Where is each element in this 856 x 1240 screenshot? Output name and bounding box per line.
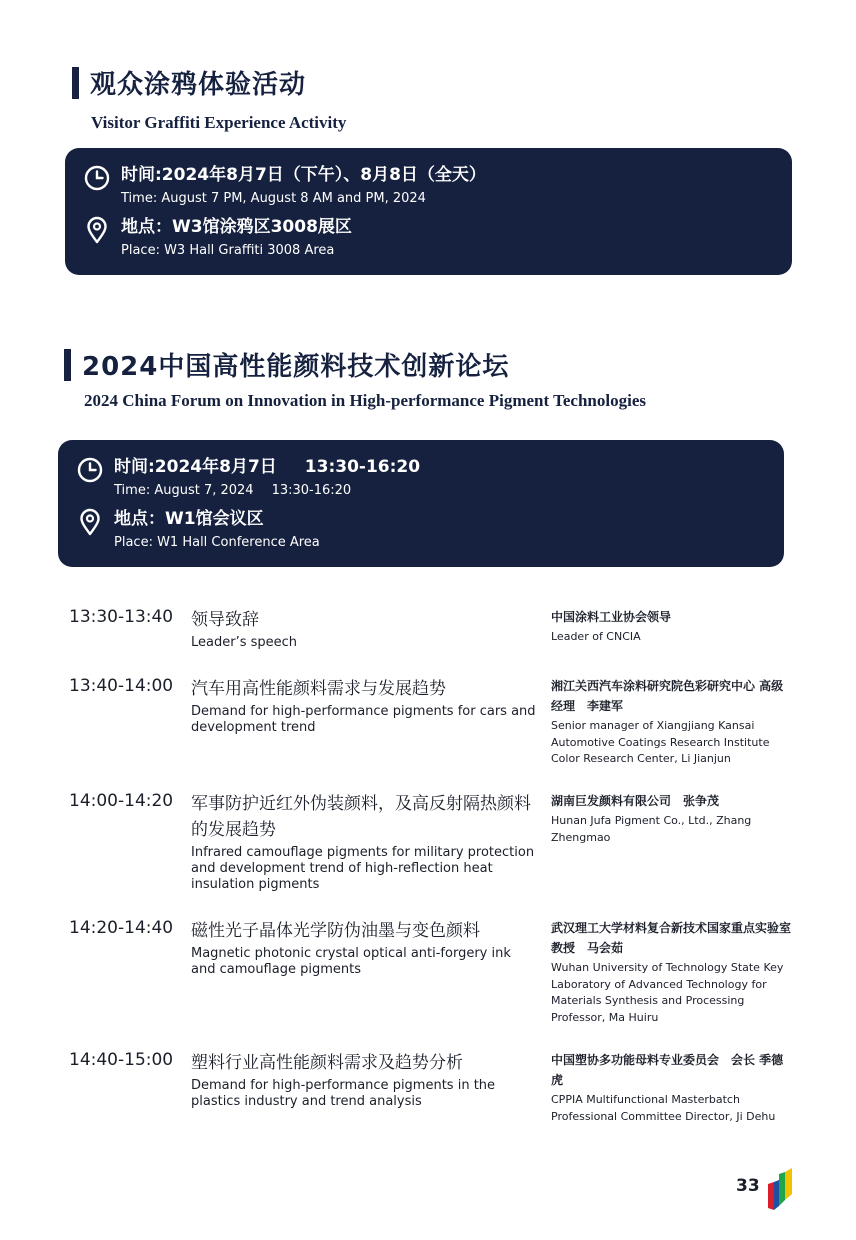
section1-heading <box>72 64 306 101</box>
schedule-topic-en: Demand for high-performance pigments in the plastics industry and trend analysis <box>191 1078 496 1109</box>
section2-place-row <box>76 508 320 552</box>
section2-time-cn-date: 时间:2024年8月7日 <box>114 457 277 477</box>
section2-time-cn-hours: 13:30-16:20 <box>304 457 421 477</box>
schedule-topic-en: Leader’s speech <box>191 635 298 650</box>
schedule-topic-cn: 汽车用高性能颜料需求与发展趋势 <box>191 679 446 699</box>
section2-place-en: Place: W1 Hall Conference Area <box>114 535 320 550</box>
schedule-speaker <box>551 791 791 846</box>
schedule-speaker-cn: 武汉理工大学材料复合新技术国家重点实验室 教授 马会茹 <box>551 921 804 955</box>
schedule-topic-en: Demand for high-performance pigments for cars and development trend <box>191 704 536 735</box>
section2-time-cn <box>114 456 420 478</box>
logo-icon <box>766 1166 794 1212</box>
section1-place-en: Place: W3 Hall Graffiti 3008 Area <box>121 243 335 258</box>
schedule-topic-cn: 塑料行业高性能颜料需求及趋势分析 <box>191 1053 463 1073</box>
schedule-topic-cn: 磁性光子晶体光学防伪油墨与变色颜料 <box>191 921 480 941</box>
schedule-topic-cn: 军事防护近红外伪装颜料，及高反射隔热颜料的发展趋势 <box>191 794 531 840</box>
schedule-time: 13:30-13:40 <box>69 607 174 627</box>
schedule-time: 14:40-15:00 <box>69 1050 174 1070</box>
location-pin-icon <box>76 508 104 536</box>
schedule-time: 14:00-14:20 <box>69 791 174 811</box>
schedule-speaker <box>551 1050 791 1125</box>
schedule-topic <box>191 676 536 736</box>
section1-title-en: Visitor Graffiti Experience Activity <box>91 113 347 132</box>
schedule-speaker <box>551 607 791 646</box>
schedule-speaker <box>551 676 791 768</box>
section2-time-en-hours: 13:30-16:20 <box>271 483 352 498</box>
schedule-topic-en: Infrared camouflage pigments for military protection and development trend of high-reflection heat insulation pigments <box>191 845 535 892</box>
section2-time-en-date: Time: August 7, 2024 <box>114 483 254 498</box>
section2-time-row <box>76 456 420 500</box>
schedule-speaker-en: Senior manager of Xiangjiang Kansai Automotive Coatings Research Institute Color Research Center, Li Jianjun <box>551 719 770 765</box>
schedule-topic <box>191 918 536 978</box>
section1-info-box <box>65 148 792 275</box>
schedule-time: 13:40-14:00 <box>69 676 174 696</box>
heading-bar <box>64 349 71 381</box>
section2-title-cn: 2024中国高性能颜料技术创新论坛 <box>82 352 510 382</box>
schedule-time: 14:20-14:40 <box>69 918 174 938</box>
section2-heading <box>64 346 509 383</box>
section1-place-row <box>83 216 352 260</box>
section2-title-en: 2024 China Forum on Innovation in High-performance Pigment Technologies <box>84 391 646 410</box>
schedule-topic <box>191 1050 536 1110</box>
clock-icon <box>76 456 104 484</box>
clock-icon <box>83 164 111 192</box>
section2-place-cn: 地点：W1馆会议区 <box>114 509 264 529</box>
section1-title-cn: 观众涂鸦体验活动 <box>90 70 307 100</box>
schedule-speaker-en: Wuhan University of Technology State Key Laboratory of Advanced Technology for Materials Synthesis and Processing Professor, Ma Huiru <box>551 961 784 1024</box>
heading-bar <box>72 67 79 99</box>
section1-time-row <box>83 164 486 208</box>
schedule-speaker-en: Hunan Jufa Pigment Co., Ltd., Zhang Zhengmao <box>551 814 752 844</box>
schedule-topic-cn: 领导致辞 <box>191 610 259 630</box>
schedule-topic <box>191 791 536 893</box>
location-pin-icon <box>83 216 111 244</box>
section1-time-cn: 时间:2024年8月7日（下午）、8月8日（全天） <box>121 165 486 185</box>
schedule-speaker-en: Leader of CNCIA <box>551 630 641 643</box>
section2-time-en <box>114 482 420 500</box>
schedule-speaker-en: CPPIA Multifunctional Masterbatch Professional Committee Director, Ji Dehu <box>551 1093 776 1123</box>
section1-place-cn: 地点：W3馆涂鸦区3008展区 <box>121 217 352 237</box>
schedule-topic-en: Magnetic photonic crystal optical anti-forgery ink and camouflage pigments <box>191 946 511 977</box>
schedule-topic <box>191 607 536 651</box>
page-number: 33 <box>736 1176 760 1196</box>
schedule-speaker <box>551 918 804 1026</box>
schedule-speaker-cn: 湘江关西汽车涂料研究院色彩研究中心 高级经理 李建军 <box>551 679 784 713</box>
section1-time-en: Time: August 7 PM, August 8 AM and PM, 2024 <box>121 191 426 206</box>
schedule-speaker-cn: 中国塑协多功能母料专业委员会 会长 季德虎 <box>551 1053 784 1087</box>
schedule-speaker-cn: 中国涂料工业协会领导 <box>551 610 672 624</box>
section2-info-box <box>58 440 784 567</box>
schedule-speaker-cn: 湖南巨发颜料有限公司 张争茂 <box>551 794 720 808</box>
